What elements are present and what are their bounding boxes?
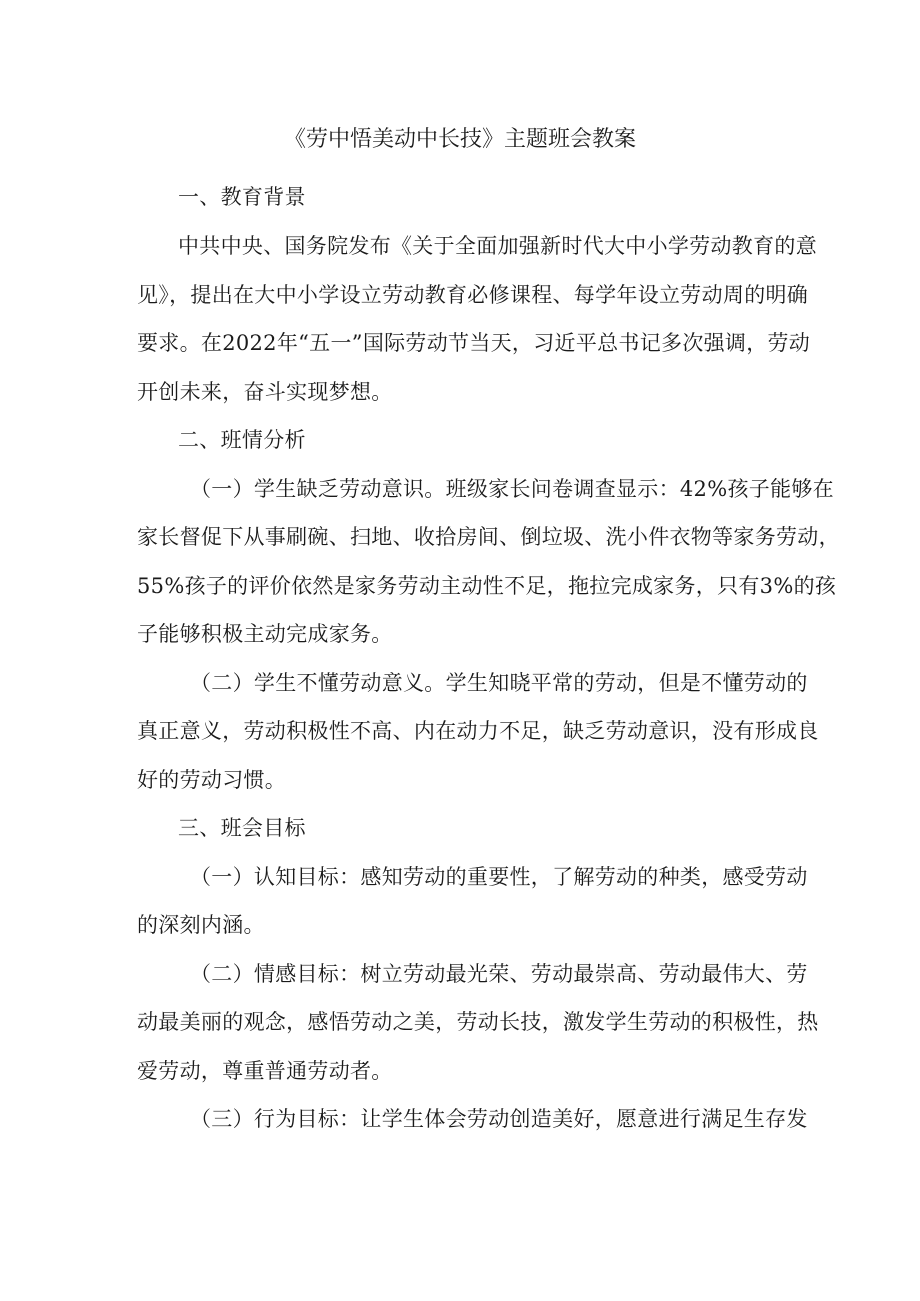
paragraph-line: 真正意义，劳动积极性不高、内在动力不足，缺乏劳动意识，没有形成良 <box>137 719 819 743</box>
paragraph-line: 好的劳动习惯。 <box>137 768 287 792</box>
paragraph-line: （三）行为目标：让学生体会劳动创造美好，愿意进行满足生存发 <box>190 1107 808 1131</box>
section-heading-class-analysis: 二、班情分析 <box>178 428 306 452</box>
section-heading-class-goals: 三、班会目标 <box>178 816 306 840</box>
paragraph-line: 动最美丽的观念，感悟劳动之美，劳动长技，激发学生劳动的积极性，热 <box>137 1010 819 1034</box>
paragraph-line: 爱劳动，尊重普通劳动者。 <box>137 1059 393 1083</box>
paragraph-line: （二）学生不懂劳动意义。学生知晓平常的劳动，但是不懂劳动的 <box>190 671 808 695</box>
paragraph-line: 55%孩子的评价依然是家务劳动主动性不足，拖拉完成家务，只有3%的孩 <box>137 574 837 598</box>
paragraph-line: 要求。在2022年“五一”国际劳动节当天，习近平总书记多次强调，劳动 <box>137 331 811 355</box>
paragraph-line: 子能够积极主动完成家务。 <box>137 622 393 646</box>
paragraph-line: （二）情感目标：树立劳动最光荣、劳动最崇高、劳动最伟大、劳 <box>190 962 808 986</box>
paragraph-line: 中共中央、国务院发布《关于全面加强新时代大中小学劳动教育的意 <box>178 234 817 258</box>
paragraph-line: 家长督促下从事刷碗、扫地、收拾房间、倒垃圾、洗小件衣物等家务劳动， <box>137 525 840 549</box>
paragraph-line: （一）认知目标：感知劳动的重要性，了解劳动的种类，感受劳动 <box>190 865 808 889</box>
document-title: 《劳中悟美动中长技》主题班会教案 <box>283 127 636 152</box>
paragraph-line: 开创未来，奋斗实现梦想。 <box>137 380 393 404</box>
paragraph-line: 见》，提出在大中小学设立劳动教育必修课程、每学年设立劳动周的明确 <box>137 283 809 307</box>
paragraph-line: （一）学生缺乏劳动意识。班级家长问卷调查显示：42%孩子能够在 <box>190 477 834 501</box>
paragraph-line: 的深刻内涵。 <box>137 913 265 937</box>
section-heading-education-background: 一、教育背景 <box>178 185 306 209</box>
